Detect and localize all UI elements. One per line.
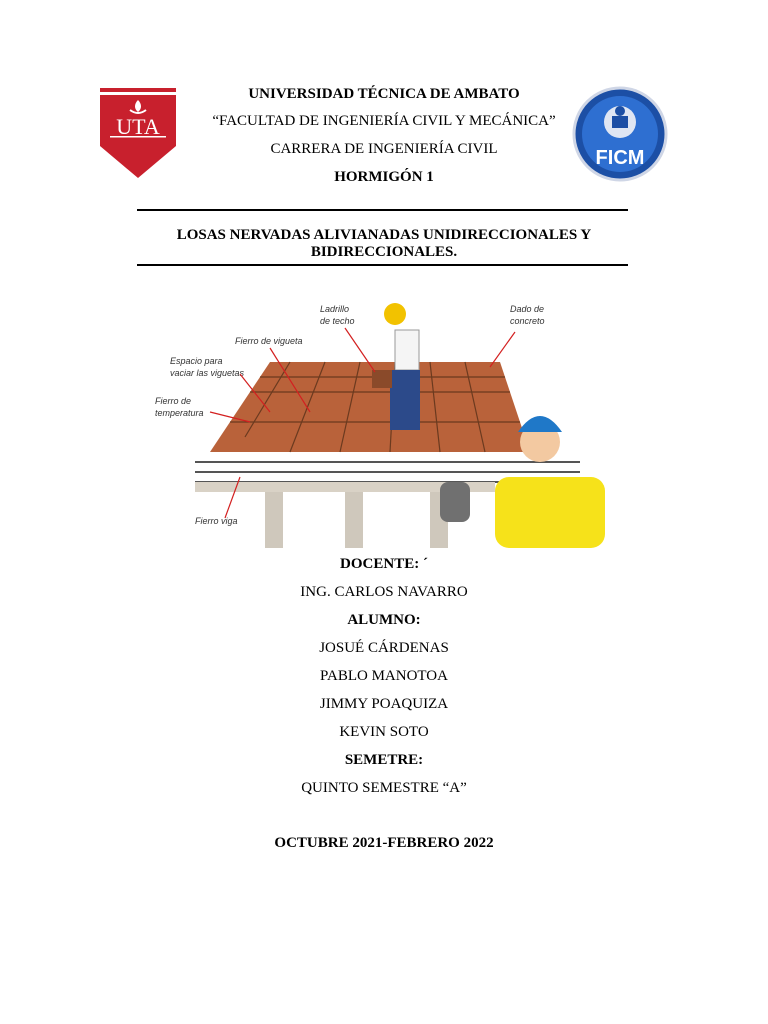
subject-name: HORMIGÓN 1: [334, 169, 434, 185]
docente-label: DOCENTE: ´: [340, 556, 428, 572]
career-name: CARRERA DE INGENIERÍA CIVIL: [270, 141, 498, 157]
ficm-logo-text: FICM: [595, 147, 645, 169]
docente-name: ING. CARLOS NAVARRO: [300, 584, 468, 600]
label-dado-2: concreto: [510, 316, 545, 326]
document-title-line1: LOSAS NERVADAS ALIVIANADAS UNIDIRECCIONALES Y: [176, 227, 592, 243]
title-rule-top: [137, 209, 628, 211]
label-espacio-2: vaciar las viguetas: [170, 368, 245, 378]
label-fierro-viga: Fierro viga: [195, 516, 238, 526]
label-ladrillo-2: de techo: [320, 316, 355, 326]
label-fierro-temperatura-2: temperatura: [155, 408, 204, 418]
uta-logo-text: UTA: [116, 114, 160, 139]
title-rule-bottom: [137, 264, 628, 266]
label-fierro-temperatura: Fierro de: [155, 396, 192, 406]
alumno-name: JOSUÉ CÁRDENAS: [319, 640, 449, 656]
semestre-value: QUINTO SEMESTRE “A”: [301, 780, 467, 796]
alumno-name: JIMMY POAQUIZA: [319, 696, 449, 712]
semestre-label: SEMETRE:: [344, 752, 424, 768]
label-dado: Dado de: [510, 304, 545, 314]
alumno-name: KEVIN SOTO: [339, 724, 429, 740]
alumno-name: PABLO MANOTOA: [320, 668, 448, 684]
label-ladrillo: Ladrillo: [320, 304, 350, 314]
slab-illustration: [150, 292, 616, 548]
academic-period: OCTUBRE 2021-FEBRERO 2022: [274, 835, 494, 851]
label-espacio: Espacio para: [170, 356, 223, 366]
label-fierro-vigueta: Fierro de vigueta: [235, 336, 303, 346]
university-name: UNIVERSIDAD TÉCNICA DE AMBATO: [248, 86, 520, 102]
alumno-label: ALUMNO:: [347, 612, 421, 628]
document-title-line2: BIDIRECCIONALES.: [310, 244, 458, 260]
faculty-name: “FACULTAD DE INGENIERÍA CIVIL Y MECÁNICA”: [212, 113, 556, 129]
